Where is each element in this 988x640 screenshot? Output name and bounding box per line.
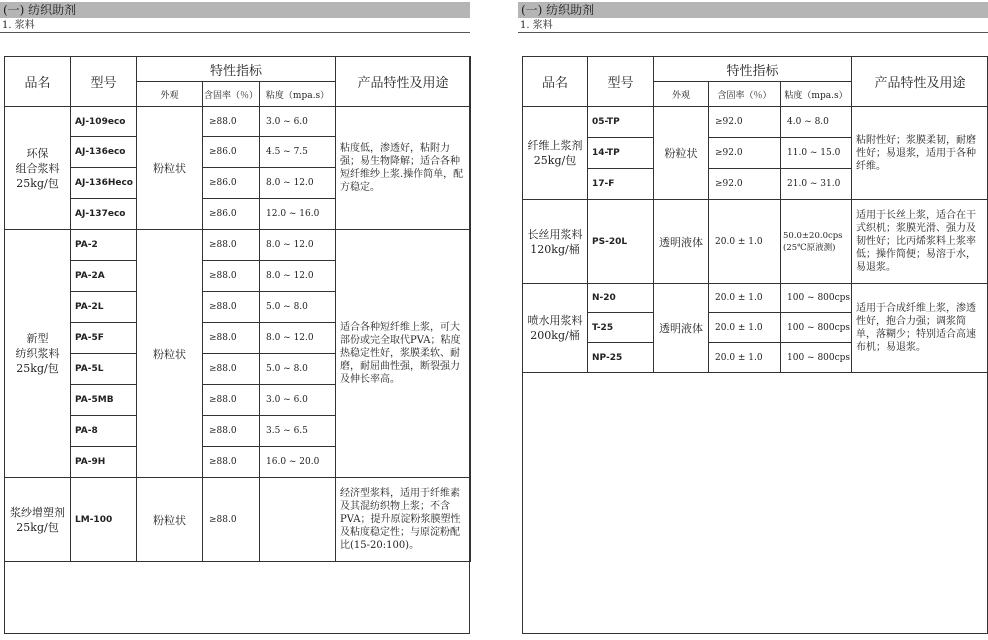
solid-cell: ≥92.0 [709,169,781,200]
solid-cell: ≥86.0 [203,168,260,199]
product-name-cell [5,478,71,562]
model-cell: PA-5L [71,354,137,385]
product-name-cell [523,107,588,200]
solid-cell: 20.0 ± 1.0 [709,200,781,284]
table-row [523,107,988,138]
viscosity-cell: 8.0 ~ 12.0 [260,168,336,199]
solid-cell: ≥88.0 [203,416,260,447]
model-cell: T-25 [588,313,654,343]
viscosity-cell: 8.0 ~ 12.0 [260,230,336,261]
viscosity-cell: 100 ~ 800cps [781,343,852,373]
solid-cell: ≥88.0 [203,354,260,385]
col-appearance: 外观 [137,82,203,107]
model-cell: LM-100 [71,478,137,562]
viscosity-cell: 16.0 ~ 20.0 [260,447,336,478]
solid-cell: ≥88.0 [203,292,260,323]
model-cell: PA-5F [71,323,137,354]
solid-cell: 20.0 ± 1.0 [709,343,781,373]
col-usage: 产品特性及用途 [852,57,988,107]
solid-cell: ≥88.0 [203,261,260,292]
usage-cell: 适用于合成纤维上浆，渗透性好，抱合力强；调浆简单，落糊少；特别适合高速布机；易退浆。 [852,284,988,373]
viscosity-cell: 3.5 ~ 6.5 [260,416,336,447]
name-line: 25kg/包 [16,520,59,534]
solid-cell: ≥88.0 [203,323,260,354]
appearance-cell: 粉粒状 [654,107,709,200]
model-cell: AJ-109eco [71,107,137,137]
usage-cell: 适合各种短纤维上浆，可大部份或完全取代PVA；粘度热稳定性好，浆膜柔软、耐磨，耐屈曲性强，断裂强力及伸长率高。 [336,230,471,478]
model-cell: PA-8 [71,416,137,447]
viscosity-cell: 21.0 ~ 31.0 [781,169,852,200]
viscosity-cell: 5.0 ~ 8.0 [260,292,336,323]
model-cell: PA-2A [71,261,137,292]
col-solid: 含固率（％） [709,82,781,107]
viscosity-cell: 100 ~ 800cps [781,313,852,343]
left-page [0,0,470,640]
name-line: 喷水用浆料 [527,314,583,327]
name-line: 新型 [26,332,49,345]
right-page [518,0,988,640]
model-cell: AJ-137eco [71,199,137,230]
col-solid: 含固率（％） [203,82,260,107]
section-header: (一) 纺织助剂 [518,2,988,18]
col-viscosity: 粘度（mpa.s） [781,82,852,107]
model-cell: NP-25 [588,343,654,373]
name-line: 长丝用浆料 [527,227,583,241]
usage-cell: 粘度低，渗透好，粘附力强；易生物降解；适合各种短纤维纱上浆.操作简单，配方稳定。 [336,107,471,230]
table-row [5,230,471,261]
solid-cell: ≥86.0 [203,199,260,230]
solid-cell: ≥92.0 [709,138,781,169]
col-usage: 产品特性及用途 [336,57,471,107]
solid-cell: ≥88.0 [203,478,260,562]
solid-cell: ≥92.0 [709,107,781,138]
model-cell: AJ-136Heco [71,168,137,199]
product-name-cell [5,107,71,230]
model-cell: 17-F [588,169,654,200]
solid-cell: ≥88.0 [203,107,260,137]
name-line: 120kg/桶 [530,242,580,256]
model-cell: PA-2L [71,292,137,323]
name-line: 200kg/桶 [530,329,580,342]
table-row [523,284,988,313]
solid-cell: ≥88.0 [203,447,260,478]
solid-cell: 20.0 ± 1.0 [709,284,781,313]
viscosity-cell: 12.0 ~ 16.0 [260,199,336,230]
col-name: 品名 [5,57,71,107]
viscosity-cell: 4.5 ~ 7.5 [260,137,336,168]
product-name-cell [523,284,588,373]
solid-cell: ≥86.0 [203,137,260,168]
viscosity-cell [260,478,336,562]
viscosity-cell: 11.0 ~ 15.0 [781,138,852,169]
viscosity-cell: 3.0 ~ 6.0 [260,107,336,137]
subsection-header: 1. 浆料 [0,18,470,33]
model-cell: PS-20L [588,200,654,284]
usage-cell: 经济型浆料，适用于纤维素及其混纺织物上浆；不含PVA；提升原淀粉浆膜塑性及粘度稳定性；与原淀粉配比(15-20:100)。 [336,478,471,562]
solid-cell: 20.0 ± 1.0 [709,313,781,343]
viscosity-cell: 8.0 ~ 12.0 [260,323,336,354]
col-viscosity: 粘度（mpa.s） [260,82,336,107]
appearance-cell: 透明液体 [654,284,709,373]
viscosity-cell: 100 ~ 800cps [781,284,852,313]
usage-cell: 粘附性好；浆膜柔韧，耐磨性好；易退浆，适用于各种纤维。 [852,107,988,200]
appearance-cell: 粉粒状 [137,478,203,562]
name-line: 25kg/包 [16,362,59,375]
product-name-cell [5,230,71,478]
model-cell: N-20 [588,284,654,313]
table-row [523,200,988,284]
viscosity-cell: 3.0 ~ 6.0 [260,385,336,416]
col-model: 型号 [71,57,137,107]
col-name: 品名 [523,57,588,107]
name-line: 组合浆料 [15,161,60,175]
viscosity-line: (25℃原液测) [783,242,836,253]
product-table-left [4,56,471,562]
appearance-cell: 粉粒状 [137,107,203,230]
solid-cell: ≥88.0 [203,385,260,416]
model-cell: AJ-136eco [71,137,137,168]
name-line: 25kg/包 [16,176,59,190]
table-row [5,478,471,562]
product-table-right [522,56,988,373]
name-line: 环保 [26,146,49,160]
viscosity-cell: 8.0 ~ 12.0 [260,261,336,292]
viscosity-cell: 5.0 ~ 8.0 [260,354,336,385]
model-cell: 05-TP [588,107,654,138]
col-specs: 特性指标 [137,57,336,82]
col-specs: 特性指标 [654,57,852,82]
section-header: (一) 纺织助剂 [0,2,470,18]
name-line: 纺织浆料 [15,347,60,360]
solid-cell: ≥88.0 [203,230,260,261]
col-appearance: 外观 [654,82,709,107]
name-line: 纤维上浆剂 [527,139,583,152]
usage-cell: 适用于长丝上浆，适合在干式织机；浆膜光滑、强力及韧性好；比丙烯浆料上浆率低；操作简便；易溶于水，易退浆。 [852,200,988,284]
viscosity-line: 50.0±20.0cps [783,230,843,241]
appearance-cell: 粉粒状 [137,230,203,478]
product-name-cell [523,200,588,284]
table-row [5,107,471,137]
model-cell: PA-5MB [71,385,137,416]
subsection-header: 1. 浆料 [518,18,988,33]
name-line: 浆纱增塑剂 [10,505,65,519]
model-cell: 14-TP [588,138,654,169]
appearance-cell: 透明液体 [654,200,709,284]
name-line: 25kg/包 [533,154,577,167]
model-cell: PA-9H [71,447,137,478]
viscosity-cell [781,200,852,284]
viscosity-cell: 4.0 ~ 8.0 [781,107,852,138]
col-model: 型号 [588,57,654,107]
model-cell: PA-2 [71,230,137,261]
